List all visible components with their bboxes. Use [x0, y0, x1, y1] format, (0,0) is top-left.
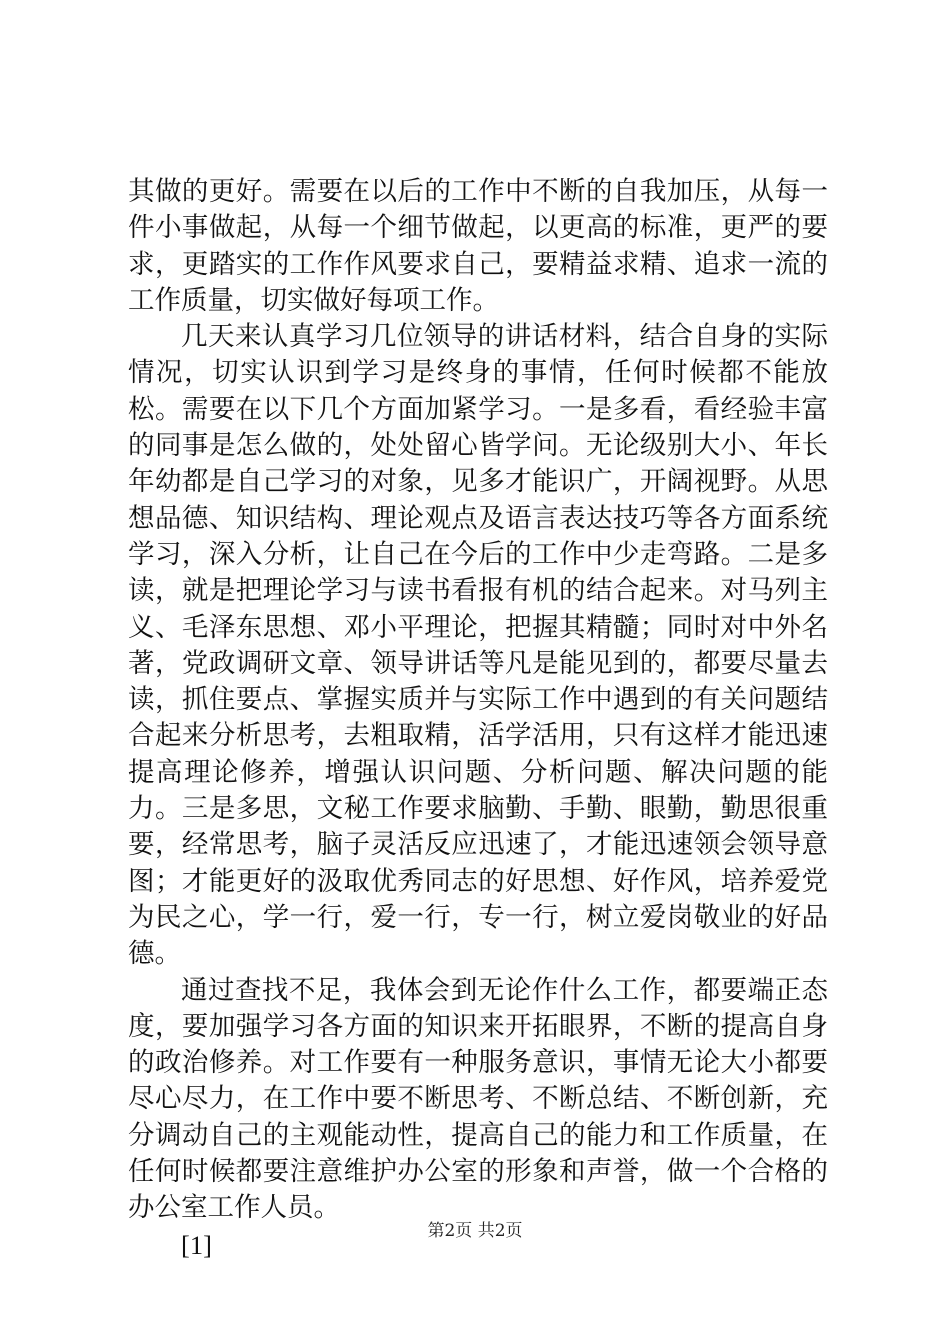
document-body: [128, 174, 828, 1263]
paragraph-conclusion: 通过查找不足，我体会到无论作什么工作，都要端正态度，要加强学习各方面的知识来开拓眼界，不断的提高自身的政治修养。对工作要有一种服务意识，事情无论大小都要尽心尽力，在工作中要不断思考、不断总结、不断创新，充分调动自己的主观能动性，提高自己的能力和工作质量，在任何时候都要注意维护办公室的形象和声誉，做一个合格的办公室工作人员。: [128, 974, 828, 1224]
reference-marker: [1]: [181, 1229, 212, 1260]
paragraph-study: 几天来认真学习几位领导的讲话材料，结合自身的实际情况，切实认识到学习是终身的事情，任何时候都不能放松。需要在以下几个方面加紧学习。一是多看，看经验丰富的同事是怎么做的，处处留心皆学问。无论级别大小、年长年幼都是自己学习的对象，见多才能识广，开阔视野。从思想品德、知识结构、理论观点及语言表达技巧等各方面系统学习，深入分析，让自己在今后的工作中少走弯路。二是多读，就是把理论学习与读书看报有机的结合起来。对马列主义、毛泽东思想、邓小平理论，把握其精髓；同时对中外名著，党政调研文章、领导讲话等凡是能见到的，都要尽量去读，抓住要点、掌握实质并与实际工作中遇到的有关问题结合起来分析思考，去粗取精，活学活用，只有这样才能迅速提高理论修养，增强认识问题、分析问题、解决问题的能力。三是多思，文秘工作要求脑勤、手勤、眼勤，勤思很重要，经常思考，脑子灵活反应迅速了，才能迅速领会领导意图；才能更好的汲取优秀同志的好思想、好作风，培养爱党为民之心，学一行，爱一行，专一行，树立爱岗敬业的好品德。: [128, 321, 828, 970]
page-footer: 第2页 共2页: [427, 1221, 523, 1241]
paragraph-continuation: 其做的更好。需要在以后的工作中不断的自我加压，从每一件小事做起，从每一个细节做起，以更高的标准，更严的要求，更踏实的工作作风要求自己，要精益求精、追求一流的工作质量，切实做好每项工作。: [128, 176, 828, 316]
